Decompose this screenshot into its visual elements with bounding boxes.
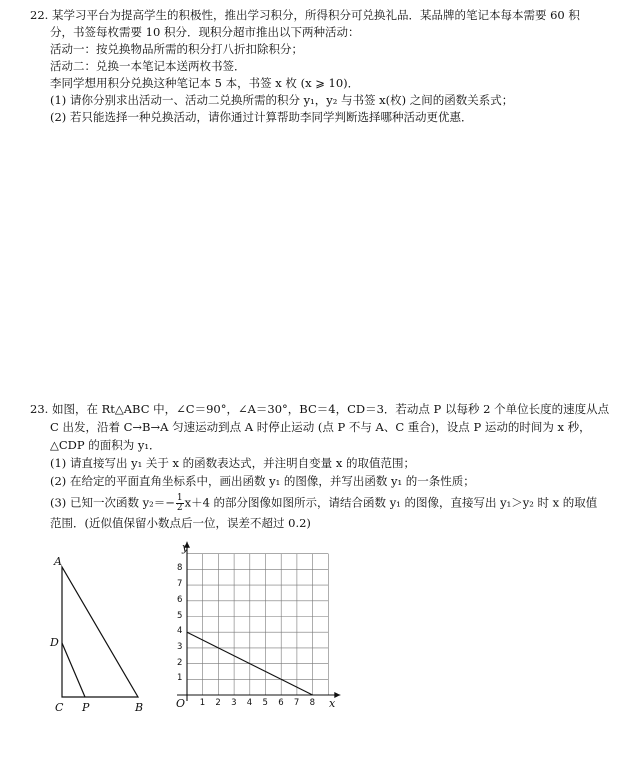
y-tick-label: 7 bbox=[177, 579, 183, 590]
label-b: B bbox=[135, 701, 144, 714]
q22-line-1: 22. 某学习平台为提高学生的积极性，推出学习积分，所得积分可兑换礼品．某品牌的笔记本每本需要 60 积 bbox=[30, 8, 580, 22]
q23-line-6-suffix: x＋4 的部分图像如图所示，请结合函数 y₁ 的图像，直接写出 y₁＞y₂ 时 x 的取值 bbox=[184, 495, 598, 510]
x-tick-label: 4 bbox=[246, 698, 253, 708]
label-c: C bbox=[55, 701, 64, 714]
x-tick-label: 7 bbox=[293, 698, 300, 708]
triangle-figure bbox=[40, 555, 160, 725]
label-a: A bbox=[54, 555, 62, 568]
q23-line-3: △CDP 的面积为 y₁． bbox=[50, 438, 161, 452]
coordinate-graph bbox=[165, 540, 345, 730]
x-tick-label: 1 bbox=[199, 698, 206, 708]
triangle-abc bbox=[62, 567, 138, 697]
y-tick-label: 3 bbox=[177, 641, 183, 652]
q23-line-7: 范围．(近似值保留小数点后一位，误差不超过 0.2) bbox=[50, 516, 311, 530]
fraction-numerator: 1 bbox=[176, 493, 183, 503]
label-p: P bbox=[82, 701, 90, 714]
q22-line-4: 活动二：兑换一本笔记本送两枚书签． bbox=[50, 59, 246, 73]
q22-line-3: 活动一：按兑换物品所需的积分打八折扣除积分； bbox=[50, 42, 303, 56]
q23-line-4: (1) 请直接写出 y₁ 关于 x 的函数表达式，并注明自变量 x 的取值范围； bbox=[50, 456, 415, 470]
x-tick-label: 6 bbox=[278, 698, 284, 708]
q22-line-5: 李同学想用积分兑换这种笔记本 5 本，书签 x 枚 (x ⩾ 10)． bbox=[50, 76, 360, 90]
q23-line-1: 23. 如图，在 Rt△ABC 中，∠C＝90°，∠A＝30°，BC＝4，CD＝3．若动点 P 以每秒 2 个单位长度的速度从点 bbox=[30, 402, 610, 416]
q23-line-5: (2) 在给定的平面直角坐标系中，画出函数 y₁ 的图像，并写出函数 y₁ 的一条性质； bbox=[50, 474, 475, 488]
x-axis-label: x bbox=[329, 697, 336, 710]
y-axis-label: y bbox=[182, 541, 189, 554]
fraction bbox=[176, 494, 184, 513]
x-tick-label: 3 bbox=[231, 698, 237, 708]
label-d: D bbox=[50, 636, 59, 649]
x-tick-label: 2 bbox=[215, 698, 221, 708]
y-tick-label: 8 bbox=[177, 563, 183, 574]
y-tick-label: 5 bbox=[177, 610, 183, 621]
q22-line-7: (2) 若只能选择一种兑换活动，请你通过计算帮助李同学判断选择哪种活动更优惠． bbox=[50, 110, 473, 124]
y-tick-label: 4 bbox=[177, 626, 183, 637]
q23-line-2: C 出发，沿着 C→B→A 匀速运动到点 A 时停止运动 (点 P 不与 A、C 重合)，设点 P 运动的时间为 x 秒， bbox=[50, 420, 591, 434]
x-tick-label: 8 bbox=[309, 698, 316, 708]
q22-line-6: (1) 请你分别求出活动一、活动二兑换所需的积分 y₁，y₂ 与书签 x(枚) 之间的函数关系式； bbox=[50, 93, 514, 107]
x-tick-label: 5 bbox=[262, 698, 268, 708]
q23-line-6 bbox=[50, 494, 597, 513]
y-tick-label: 6 bbox=[177, 594, 183, 605]
origin-label: O bbox=[176, 697, 186, 710]
graph-svg bbox=[165, 540, 345, 730]
y-tick-label: 1 bbox=[177, 673, 183, 684]
y-tick-label: 2 bbox=[177, 657, 183, 668]
q22-line-2: 分，书签每枚需要 10 积分．现积分超市推出以下两种活动： bbox=[50, 25, 360, 39]
q23-line-6-prefix: (3) 已知一次函数 y₂＝− bbox=[50, 495, 175, 510]
fraction-denominator: 2 bbox=[176, 503, 183, 513]
segment-dp bbox=[62, 643, 85, 697]
